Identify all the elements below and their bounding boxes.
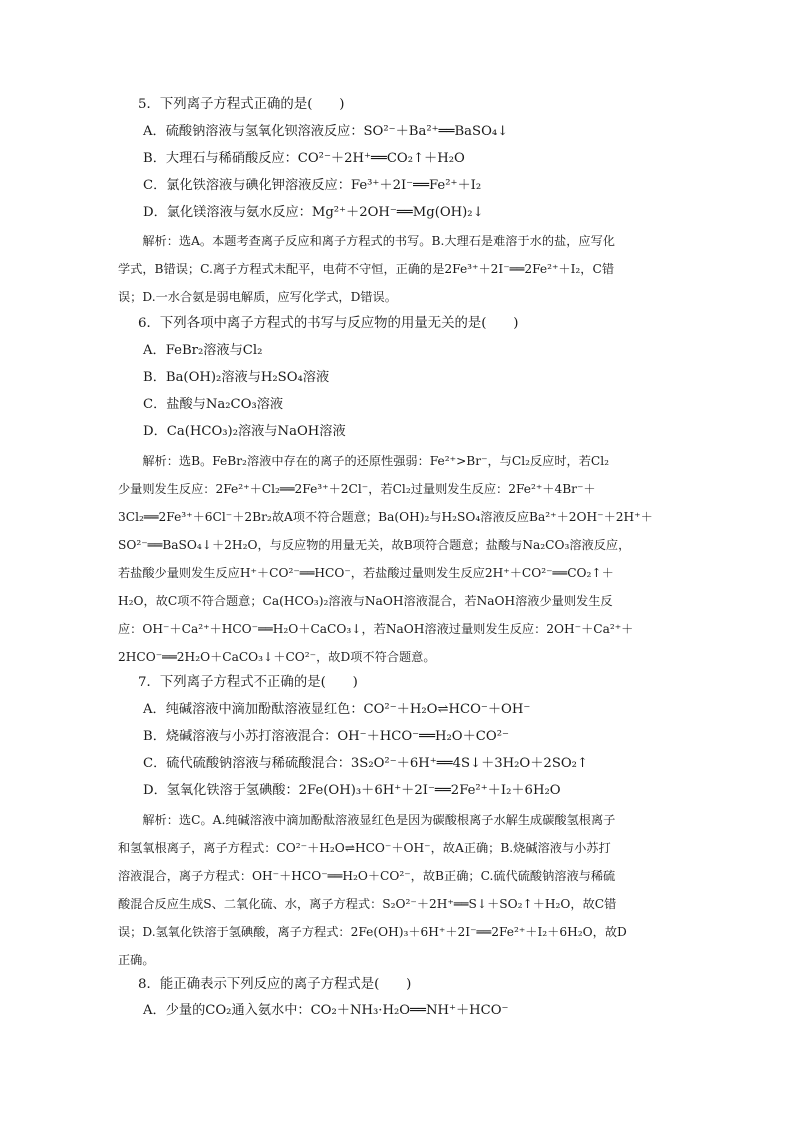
question-5-explanation-line: 学式，B错误；C.离子方程式未配平，电荷不守恒，正确的是2Fe³⁺＋2I⁻══2Fe²⁺＋I₂，C错 xyxy=(118,262,615,276)
question-5-option-c: C．氯化铁溶液与碘化钾溶液反应：Fe³⁺＋2I⁻══Fe²⁺＋I₂ xyxy=(143,178,482,193)
question-6-explanation-line: SO²⁻══BaSO₄↓＋2H₂O，与反应物的用量无关，故B项符合题意；盐酸与Na₂CO₃溶液反应， xyxy=(118,538,631,552)
question-6-explanation-line: 2HCO⁻══2H₂O＋CaCO₃↓＋CO²⁻，故D项不符合题意。 xyxy=(118,650,436,664)
question-7-option-c: C．硫代硫酸钠溶液与稀硫酸混合：3S₂O²⁻＋6H⁺══4S↓＋3H₂O＋2SO₂↑ xyxy=(143,756,588,771)
question-7-option-a: A．纯碱溶液中滴加酚酞溶液显红色：CO²⁻＋H₂O⇌HCO⁻＋OH⁻ xyxy=(143,702,531,717)
question-7-stem: 7．下列离子方程式不正确的是( ) xyxy=(138,675,358,690)
question-7-explanation-line: 和氢氧根离子，离子方程式：CO²⁻＋H₂O⇌HCO⁻＋OH⁻，故A正确；B.烧碱溶液与小苏打 xyxy=(118,841,611,855)
question-5-option-a: A．硫酸钠溶液与氢氧化钡溶液反应：SO²⁻＋Ba²⁺══BaSO₄↓ xyxy=(143,124,509,139)
question-5-explanation-line: 解析：选A。本题考查离子反应和离子方程式的书写。B.大理石是难溶于水的盐，应写化 xyxy=(118,234,615,248)
question-6-explanation-line: 3Cl₂══2Fe³⁺＋6Cl⁻＋2Br₂故A项不符合题意；Ba(OH)₂与H₂SO₄溶液反应Ba²⁺＋2OH⁻＋2H⁺＋ xyxy=(118,510,653,524)
question-5-stem: 5．下列离子方程式正确的是( ) xyxy=(138,97,345,112)
question-7-explanation-line: 正确。 xyxy=(118,953,155,967)
question-6-explanation-line: 应：OH⁻＋Ca²⁺＋HCO⁻══H₂O＋CaCO₃↓，若NaOH溶液过量则发生反应：2OH⁻＋Ca²⁺＋ xyxy=(118,622,634,636)
question-5-option-d: D．氯化镁溶液与氨水反应：Mg²⁺＋2OH⁻══Mg(OH)₂↓ xyxy=(143,205,484,220)
question-6-option-c: C．盐酸与Na₂CO₃溶液 xyxy=(143,397,284,412)
question-7-explanation-line: 酸混合反应生成S、二氧化硫、水，离子方程式：S₂O²⁻＋2H⁺══S↓＋SO₂↑＋H₂O，故C错 xyxy=(118,897,617,911)
question-8-stem: 8．能正确表示下列反应的离子方程式是( ) xyxy=(138,977,412,992)
question-6-explanation-line: H₂O，故C项不符合题意；Ca(HCO₃)₂溶液与NaOH溶液混合，若NaOH溶液少量则发生反 xyxy=(118,594,613,608)
question-6-stem: 6．下列各项中离子方程式的书写与反应物的用量无关的是( ) xyxy=(138,316,519,331)
question-6-option-a: A．FeBr₂溶液与Cl₂ xyxy=(143,343,263,358)
question-6-explanation-line: 少量则发生反应：2Fe²⁺＋Cl₂══2Fe³⁺＋2Cl⁻，若Cl₂过量则发生反应：2Fe²⁺＋4Br⁻＋ xyxy=(118,482,596,496)
question-5-explanation-line: 误；D.一水合氨是弱电解质，应写化学式，D错误。 xyxy=(118,290,397,304)
question-6-explanation-line: 解析：选B。FeBr₂溶液中存在的离子的还原性强弱：Fe²⁺>Br⁻，与Cl₂反应时，若Cl₂ xyxy=(118,454,610,468)
question-7-explanation-line: 溶液混合，离子方程式：OH⁻＋HCO⁻══H₂O＋CO²⁻，故B正确；C.硫代硫酸钠溶液与稀硫 xyxy=(118,869,616,883)
question-6-option-b: B．Ba(OH)₂溶液与H₂SO₄溶液 xyxy=(143,370,330,385)
question-6-explanation-line: 若盐酸少量则发生反应H⁺＋CO²⁻══HCO⁻，若盐酸过量则发生反应2H⁺＋CO²⁻══CO₂↑＋ xyxy=(118,566,614,580)
question-8-option-a: A．少量的CO₂通入氨水中：CO₂＋NH₃·H₂O══NH⁺＋HCO⁻ xyxy=(143,1003,509,1018)
question-7-explanation-line: 解析：选C。A.纯碱溶液中滴加酚酞溶液显红色是因为碳酸根离子水解生成碳酸氢根离子 xyxy=(118,813,616,827)
question-7-explanation-line: 误；D.氢氧化铁溶于氢碘酸，离子方程式：2Fe(OH)₃＋6H⁺＋2I⁻══2Fe²⁺＋I₂＋6H₂O，故D xyxy=(118,925,627,939)
question-6-option-d: D．Ca(HCO₃)₂溶液与NaOH溶液 xyxy=(143,424,346,439)
question-7-option-d: D．氢氧化铁溶于氢碘酸：2Fe(OH)₃＋6H⁺＋2I⁻══2Fe²⁺＋I₂＋6H₂O xyxy=(143,783,561,798)
question-5-option-b: B．大理石与稀硝酸反应：CO²⁻＋2H⁺══CO₂↑＋H₂O xyxy=(143,151,465,166)
question-7-option-b: B．烧碱溶液与小苏打溶液混合：OH⁻＋HCO⁻══H₂O＋CO²⁻ xyxy=(143,729,509,744)
